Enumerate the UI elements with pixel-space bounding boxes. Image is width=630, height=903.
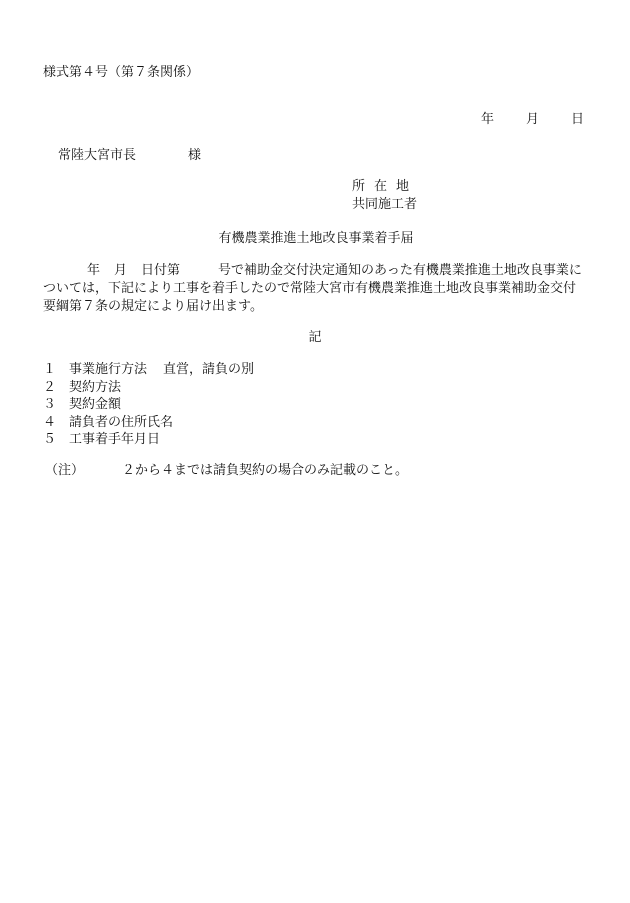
item-number: ５ xyxy=(43,432,57,447)
item-number: １ xyxy=(43,362,57,377)
body-text xyxy=(43,262,589,316)
item-label: 事業施行方法 xyxy=(69,362,148,377)
body-line-1-rest: 号で補助金交付決定通知のあった有機農業推進土地改良事業に xyxy=(218,263,582,278)
ki-heading: 記 xyxy=(308,330,322,345)
document-title: 有機農業推進土地改良事業着手届 xyxy=(218,231,414,246)
item-label: 契約方法 xyxy=(69,379,122,395)
body-line-3: 要綱第７条の規定により届け出ます。 xyxy=(43,299,263,314)
item-number: ３ xyxy=(43,397,57,412)
co-builder-label: 共同施工者 xyxy=(352,197,418,212)
list-item xyxy=(43,396,254,414)
date-year-label: 年 xyxy=(480,112,494,127)
body-day-dated-label: 日付第 xyxy=(141,263,181,278)
list-item xyxy=(43,361,254,379)
item-label: 契約金額 xyxy=(69,397,122,412)
item-number: ４ xyxy=(43,414,57,430)
list-item xyxy=(43,379,254,397)
recipient xyxy=(58,147,201,165)
form-number: 様式第４号（第７条関係） xyxy=(43,65,200,80)
recipient-honorific: 様 xyxy=(188,148,202,163)
date-line xyxy=(481,111,584,129)
body-line-2: ついては，下記により工事を着手したので常陸大宮市有機農業推進土地改良事業補助金交付 xyxy=(43,281,577,296)
applicant-block xyxy=(352,178,418,214)
note-text: ２から４までは請負契約の場合のみ記載のこと。 xyxy=(122,463,409,478)
list-item xyxy=(43,431,254,449)
body-year-label: 年 xyxy=(87,263,101,278)
address-label: 所在地 xyxy=(352,179,419,194)
item-label: 請負者の住所氏名 xyxy=(69,414,174,430)
note-label: （注） xyxy=(45,463,85,478)
date-day-label: 日 xyxy=(570,112,584,127)
list-item xyxy=(43,414,254,432)
date-month-label: 月 xyxy=(525,112,539,127)
recipient-name: 常陸大宮市長 xyxy=(58,148,137,163)
item-number: ２ xyxy=(43,379,57,395)
body-line-1 xyxy=(43,262,589,280)
body-month-label: 月 xyxy=(114,263,128,278)
item-label: 工事着手年月日 xyxy=(69,432,161,447)
note xyxy=(45,462,408,480)
item-list xyxy=(43,361,254,449)
item-extra: 直営，請負の別 xyxy=(163,362,255,377)
